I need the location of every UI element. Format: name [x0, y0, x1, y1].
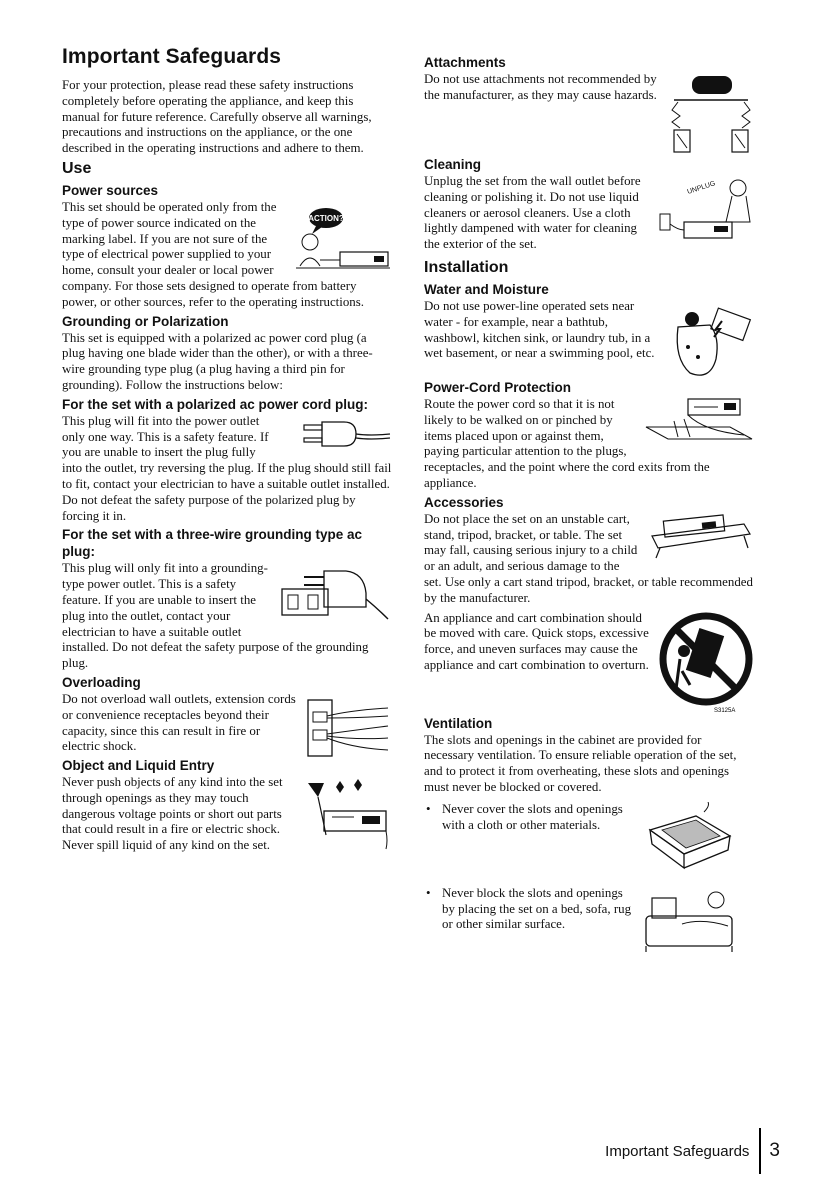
power-cord-illustration: [644, 397, 754, 445]
power-cord-heading: Power-Cord Protection: [424, 379, 572, 395]
cleaning-text: Unplug the set from the wall outlet before cleaning or polishing it. Do not use liquid cleaners or aerosol cleaners. Use a cloth lightly dampened with water for cleaning the exterior of the set.: [424, 174, 641, 252]
attachments-text: Do not use attachments not recommended by the manufacturer, as they may cause hazards.: [424, 72, 657, 102]
speech-bubble-text: ACTION?: [308, 213, 344, 223]
ventilation-bullet-2: Never block the slots and openings by placing the set on a bed, sofa, rug or other similar surface.: [442, 885, 632, 932]
unplug-label: UNPLUG: [686, 180, 717, 196]
overloading-heading: Overloading: [62, 674, 141, 690]
water-section: [424, 299, 754, 362]
object-liquid-section: [62, 775, 392, 854]
three-wire-text: This plug will only fit into a grounding-type power outlet. This is a safety feature. If you are unable to insert the plug into the outlet, contact your electrician to have a suitable outlet installed. Do not defeat the safety purpose of the grounding plug.: [62, 561, 369, 671]
cart-warning-illustration: [658, 611, 754, 715]
power-sources-heading: Power sources: [62, 182, 159, 198]
attachments-heading: Attachments: [424, 55, 506, 70]
three-wire-plug-illustration: [280, 563, 392, 625]
installation-heading: Installation: [424, 258, 509, 276]
polarized-plug-illustration: [282, 416, 392, 452]
polarized-heading: For the set with a polarized ac power cord plug:: [62, 396, 369, 412]
set-on-bed-illustration: [642, 886, 736, 952]
water-illustration: [670, 299, 754, 379]
grounding-text: This set is equipped with a polarized ac power cord plug (a plug having one blade wider than the other), or with a three-wire grounding type plug (a plug having a third pin for grounding). Follow the instructions below:: [62, 330, 373, 392]
accessories-section: [424, 512, 754, 607]
right-column: [424, 52, 754, 952]
intro-text: For your protection, please read these safety instructions completely before operating the appliance, and keep this manual for future reference. Carefully observe all warnings, precautions and instructions on the appliance, or the one described in the operating instructions and adhere to them.: [62, 78, 372, 156]
polarized-text: This plug will fit into the power outlet only one way. This is a safety feature. If you are unable to insert the plug fully into the outlet, try reversing the plug. If the plug should still fail to fit, contact your electrician to have a suitable outlet installed. Do not defeat the safety purpose of the polarized plug by forcing it in.: [62, 413, 392, 523]
list-item: • Never cover the slots and openings with a cloth or other materials.: [424, 802, 754, 886]
cleaning-heading: Cleaning: [424, 157, 482, 172]
attachments-section: [424, 72, 754, 104]
overloaded-outlet-illustration: [302, 696, 392, 762]
unstable-stand-illustration: [644, 512, 754, 560]
page-number: 3: [769, 1140, 780, 1161]
left-column: [62, 40, 392, 856]
three-wire-section: [62, 561, 392, 672]
cart-section: [424, 610, 754, 714]
ventilation-list: [424, 802, 754, 948]
cart-text: An appliance and cart combination should be moved with care. Quick stops, excessive force, and uneven surfaces may cause the appliance and cart combination to overturn.: [424, 610, 649, 672]
power-sources-section: [62, 200, 392, 311]
polarized-section: [62, 414, 392, 525]
power-cord-text: Route the power cord so that it is not likely to be walked on or pinched by items placed upon or against them, paying particular attention to the plugs, receptacles, and the point where the cord exits from the appliance.: [424, 396, 710, 490]
object-liquid-heading: Object and Liquid Entry: [62, 758, 215, 774]
ventilation-bullet-1: Never cover the slots and openings with a cloth or other materials.: [442, 801, 623, 832]
cleaning-section: [424, 174, 754, 253]
attachments-illustration: [668, 72, 754, 156]
power-sources-text: This set should be operated only from the type of power source indicated on the marking label. If you are not sure of the type of electrical power supplied to your home, consult your dealer or local power company. For those sets designed to operate from battery power, or other sources, refer to the operating instructions.: [62, 199, 364, 309]
covered-set-illustration: [644, 802, 736, 872]
footer-title: Important Safeguards: [605, 1142, 750, 1160]
power-cord-section: [424, 397, 754, 492]
overloading-section: [62, 692, 392, 755]
grounding-heading: Grounding or Polarization: [62, 313, 229, 329]
ventilation-heading: Ventilation: [424, 715, 493, 731]
accessories-text: Do not place the set on an unstable cart, stand, tripod, bracket, or table. The set may fall, causing serious injury to a child or an adult, and serious damage to the set. Use only a cart stand tripod, bracket, or table recommended by the manufacturer.: [424, 511, 753, 605]
water-text: Do not use power-line operated sets near water - for example, near a bathtub, washbowl, kitchen sink, or laundry tub, in a wet basement, or near a swimming pool, etc.: [424, 298, 655, 361]
page-footer: [605, 1128, 780, 1174]
page-title: Important Safeguards: [62, 45, 282, 68]
list-item: • Never block the slots and openings by placing the set on a bed, sofa, rug or other similar surface.: [424, 886, 754, 948]
power-source-illustration: [292, 204, 392, 274]
cleaning-illustration: [654, 174, 754, 256]
use-heading: Use: [62, 159, 92, 177]
liquid-spill-illustration: [302, 779, 392, 851]
accessories-heading: Accessories: [424, 494, 504, 510]
object-liquid-text: Never push objects of any kind into the set through openings as they may touch dangerous voltage points or short out parts that could result in a fire or electric shock. Never spill liquid of any kind on the set.: [62, 775, 283, 853]
water-heading: Water and Moisture: [424, 281, 549, 297]
three-wire-heading: For the set with a three-wire grounding type ac plug:: [62, 527, 363, 560]
figure-code: S3125A: [714, 707, 736, 714]
overloading-text: Do not overload wall outlets, extension cords or convenience receptacles beyond their capacity, since this can result in fire or electric shock.: [62, 691, 296, 754]
ventilation-text: The slots and openings in the cabinet are provided for necessary ventilation. To ensure reliable operation of the set, and to protect it from overheating, these slots and openings must never be blocked or covered.: [424, 732, 737, 794]
